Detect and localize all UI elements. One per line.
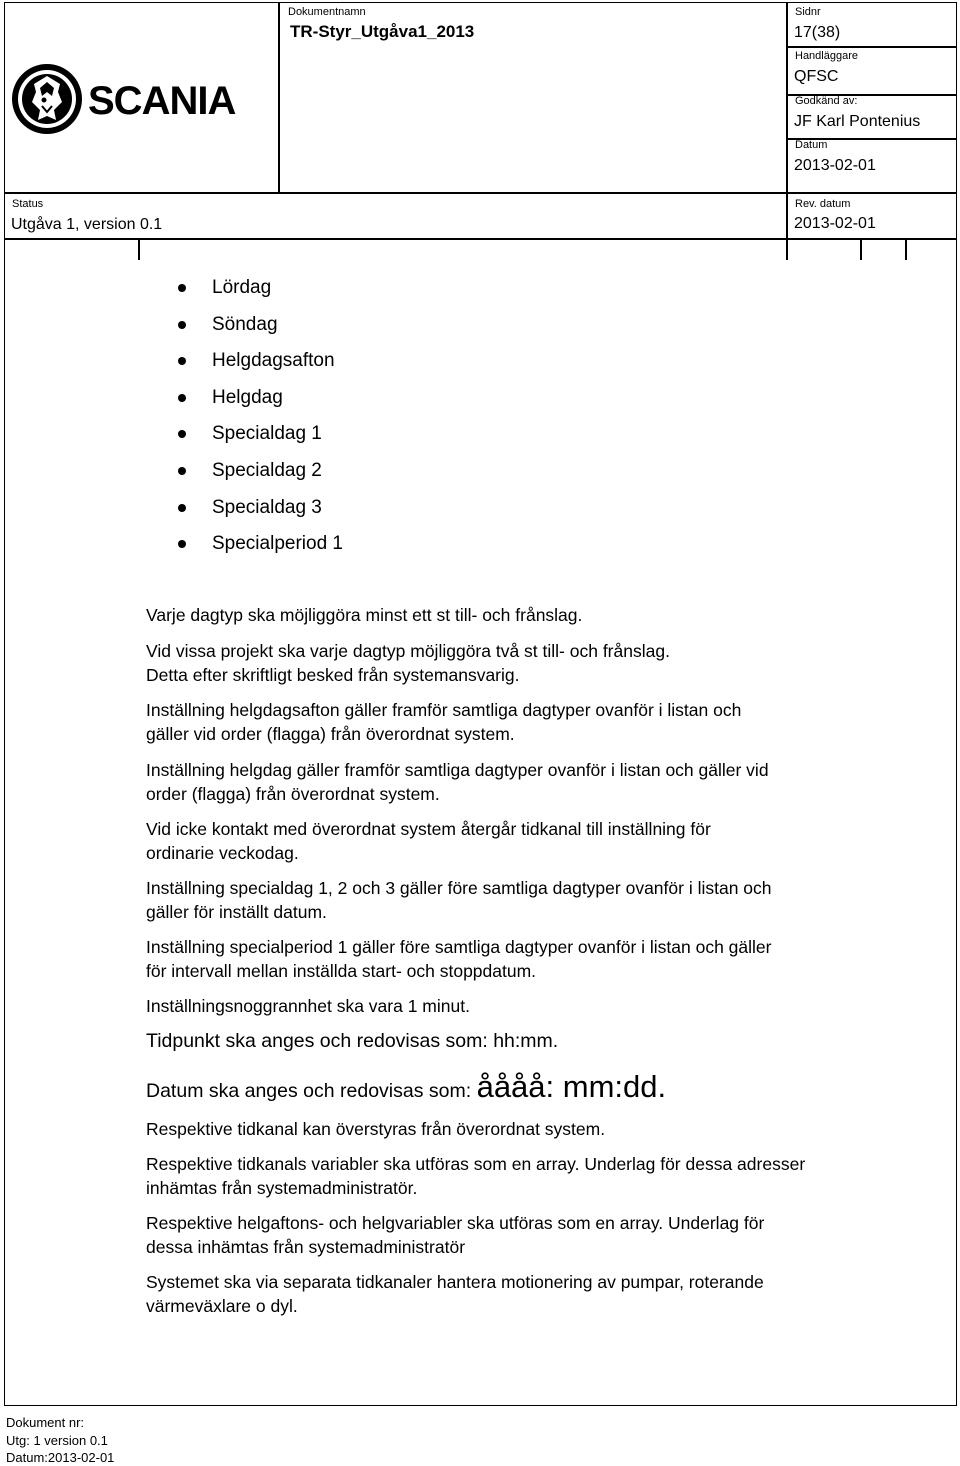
list-item: Helgdagsafton (178, 349, 343, 386)
handler-label: Handläggare (795, 50, 858, 62)
bullet-icon (178, 540, 186, 548)
logo-wordmark: SCANIA (88, 79, 236, 123)
paragraph: Inställning helgdagsafton gäller framför samtliga dagtyper ovanför i listan och gäller vid order (flagga) från överordnat system. (146, 700, 742, 744)
bullet-icon (178, 394, 186, 402)
header-divider (4, 192, 957, 194)
page-number: 17(38) (794, 24, 841, 41)
paragraph: Systemet ska via separata tidkanaler hantera motionering av pumpar, roterande värmeväxlare o dyl. (146, 1272, 764, 1316)
list-item: Helgdag (178, 386, 343, 423)
paragraph: Inställning specialdag 1, 2 och 3 gäller före samtliga dagtyper ovanför i listan och gäller för inställt datum. (146, 878, 772, 922)
date-format-prefix: Datum ska anges och redovisas som: (146, 1080, 477, 1102)
list-item: Söndag (178, 313, 343, 350)
page-label: Sidnr (795, 6, 821, 18)
paragraph: Inställning helgdag gäller framför samtliga dagtyper ovanför i listan och gäller vid order (flagga) från överordnat system. (146, 760, 769, 804)
paragraph: Respektive tidkanals variabler ska utföras som en array. Underlag för dessa adresser inhämtas från systemadministratör. (146, 1154, 806, 1198)
header-tick (905, 238, 907, 260)
bullet-icon (178, 430, 186, 438)
bullet-icon (178, 284, 186, 292)
list-item: Specialperiod 1 (178, 532, 343, 569)
header-tick (138, 238, 140, 260)
status-label: Status (12, 198, 44, 210)
handler: QFSC (794, 68, 839, 85)
paragraph: Respektive helgaftons- och helgvariabler ska utföras som en array. Underlag för dessa inhämtas från systemadministratör (146, 1213, 765, 1257)
paragraph (146, 1069, 846, 1104)
paragraph: Inställning specialperiod 1 gäller före samtliga dagtyper ovanför i listan och gäller för intervall mellan inställda start- och stoppdatum. (146, 937, 772, 981)
scania-logo (10, 62, 272, 136)
status: Utgåva 1, version 0.1 (11, 216, 163, 233)
date-format-pattern: åååå: mm:dd. (476, 1069, 667, 1104)
header-divider (278, 2, 280, 192)
header-tick (860, 238, 862, 260)
approved-by: JF Karl Pontenius (794, 113, 921, 130)
date-label: Datum (795, 139, 828, 151)
paragraph: Detta efter skriftligt besked från systemansvarig. (146, 665, 520, 685)
bullet-icon (178, 357, 186, 365)
footer-date: Datum:2013-02-01 (6, 1450, 115, 1465)
paragraph: Respektive tidkanal kan överstyras från överordnat system. (146, 1119, 606, 1139)
approved-label: Godkänd av: (795, 95, 858, 107)
list-item: Specialdag 2 (178, 459, 343, 496)
header-divider (786, 2, 788, 260)
list-item: Specialdag 1 (178, 422, 343, 459)
doc-name: TR-Styr_Utgåva1_2013 (290, 22, 475, 41)
paragraph: Varje dagtyp ska möjliggöra minst ett st till- och frånslag. (146, 605, 583, 625)
footer-doc-no: Dokument nr: (6, 1415, 85, 1430)
doc-name-label: Dokumentnamn (288, 6, 366, 18)
header-divider (786, 46, 957, 48)
list-item: Lördag (178, 276, 343, 313)
paragraph: Vid vissa projekt ska varje dagtyp möjliggöra två st till- och frånslag. (146, 641, 670, 661)
list-item: Specialdag 3 (178, 496, 343, 533)
header-divider (4, 238, 957, 240)
rev-date-label: Rev. datum (795, 198, 851, 210)
paragraph: Tidpunkt ska anges och redovisas som: hh:mm. (146, 1030, 559, 1052)
paragraph: Vid icke kontakt med överordnat system återgår tidkanal till inställning för ordinarie veckodag. (146, 819, 711, 863)
date: 2013-02-01 (794, 157, 876, 174)
bullet-icon (178, 467, 186, 475)
day-type-list (178, 276, 343, 569)
rev-date: 2013-02-01 (794, 215, 876, 232)
paragraph: Inställningsnoggrannhet ska vara 1 minut. (146, 996, 470, 1016)
footer-version: Utg: 1 version 0.1 (6, 1433, 108, 1448)
bullet-icon (178, 321, 186, 329)
bullet-icon (178, 504, 186, 512)
